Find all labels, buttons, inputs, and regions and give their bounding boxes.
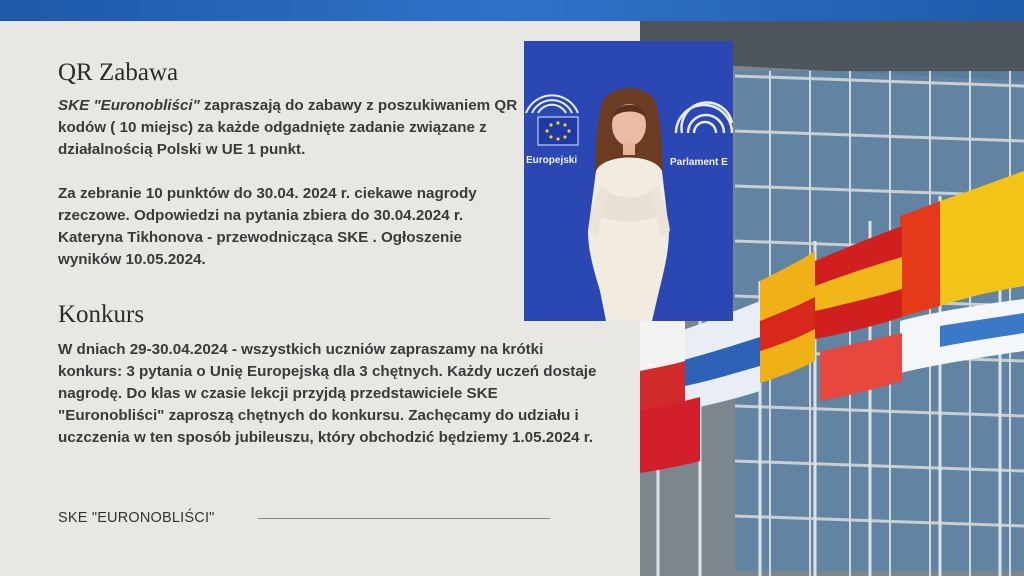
top-accent-bar bbox=[0, 0, 1024, 21]
signature: SKE "EURONOBLIŚCI" bbox=[58, 510, 215, 526]
portrait-photo bbox=[524, 41, 733, 321]
konkurs-paragraph: W dniach 29-30.04.2024 - wszystkich uczniów zapraszamy na krótki konkurs: 3 pytania o Unię Europejską dla 3 chętnych. Każdy uczeń dostaje nagrodę. Do klas w czasie lekcji przyjdą przedstawiciele SKE "Euronobliści" zaproszą chętnych do konkursu. Zachęcamy do udziału i uczczenia w ten sposób jubileuszu, który obchodzić będziemy 1.05.2024 r. bbox=[58, 341, 597, 446]
portrait-illustration bbox=[524, 41, 733, 321]
qr-paragraph-1-text: zapraszają do zabawy z poszukiwaniem QR kodów ( 10 miejsc) za każde odgadnięte zadanie związane z działalnością Polski w UE 1 punkt. bbox=[58, 97, 518, 158]
ske-name: SKE "Euronobliści" bbox=[58, 97, 200, 114]
signature-line bbox=[258, 518, 550, 519]
qr-paragraph-1 bbox=[58, 95, 528, 161]
qr-section-title: QR Zabawa bbox=[58, 59, 179, 86]
sign-right-text: Parlament E bbox=[670, 157, 728, 168]
qr-paragraph-2: Za zebranie 10 punktów do 30.04. 2024 r. ciekawe nagrody rzeczowe. Odpowiedzi na pytania zbiera do 30.04.2024 r. Kateryna Tikhonova - przewodnicząca SKE . Ogłoszenie wyników 10.05.2024. bbox=[58, 185, 477, 268]
sign-left-text: Europejski bbox=[526, 155, 578, 166]
konkurs-section-title: Konkurs bbox=[58, 301, 145, 328]
